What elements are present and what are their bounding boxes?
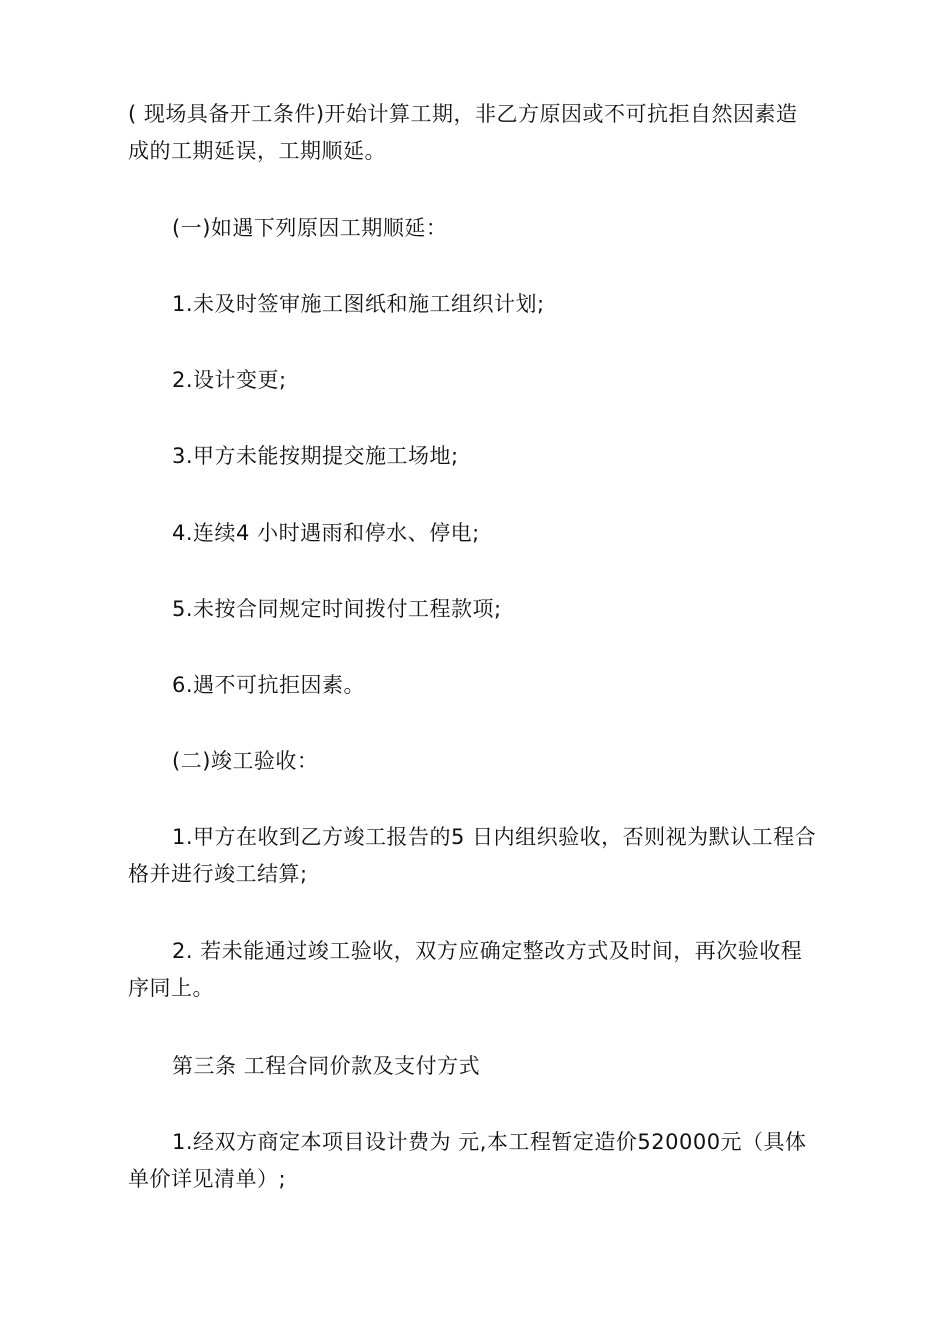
list-item-price-1: 1.经双方商定本项目设计费为 元,本工程暂定造价520000元（具体单价详见清单）; (128, 1130, 807, 1191)
list-item-acceptance-1: 1.甲方在收到乙方竣工报告的5 日内组织验收，否则视为默认工程合格并进行竣工结算; (128, 825, 817, 886)
list-item-delay-5: 5.未按合同规定时间拨付工程款项; (172, 597, 502, 621)
heading-acceptance: (二)竣工验收： (172, 749, 319, 773)
paragraph-work-period-start: ( 现场具备开工条件)开始计算工期，非乙方原因或不可抗拒自然因素造成的工期延误，工期顺延。 (128, 102, 798, 163)
heading-delay-causes: (一)如遇下列原因工期顺延： (172, 216, 448, 240)
heading-article-three: 第三条 工程合同价款及支付方式 (172, 1054, 481, 1078)
list-item-delay-2: 2.设计变更; (172, 368, 287, 392)
list-item-acceptance-2: 2. 若未能通过竣工验收，双方应确定整改方式及时间，再次验收程序同上。 (128, 939, 803, 1000)
list-item-delay-6: 6.遇不可抗拒因素。 (172, 673, 366, 697)
list-item-delay-3: 3.甲方未能按期提交施工场地; (172, 444, 459, 468)
list-item-delay-1: 1.未及时签审施工图纸和施工组织计划; (172, 292, 545, 316)
list-item-delay-4: 4.连续4 小时遇雨和停水、停电; (172, 521, 480, 545)
